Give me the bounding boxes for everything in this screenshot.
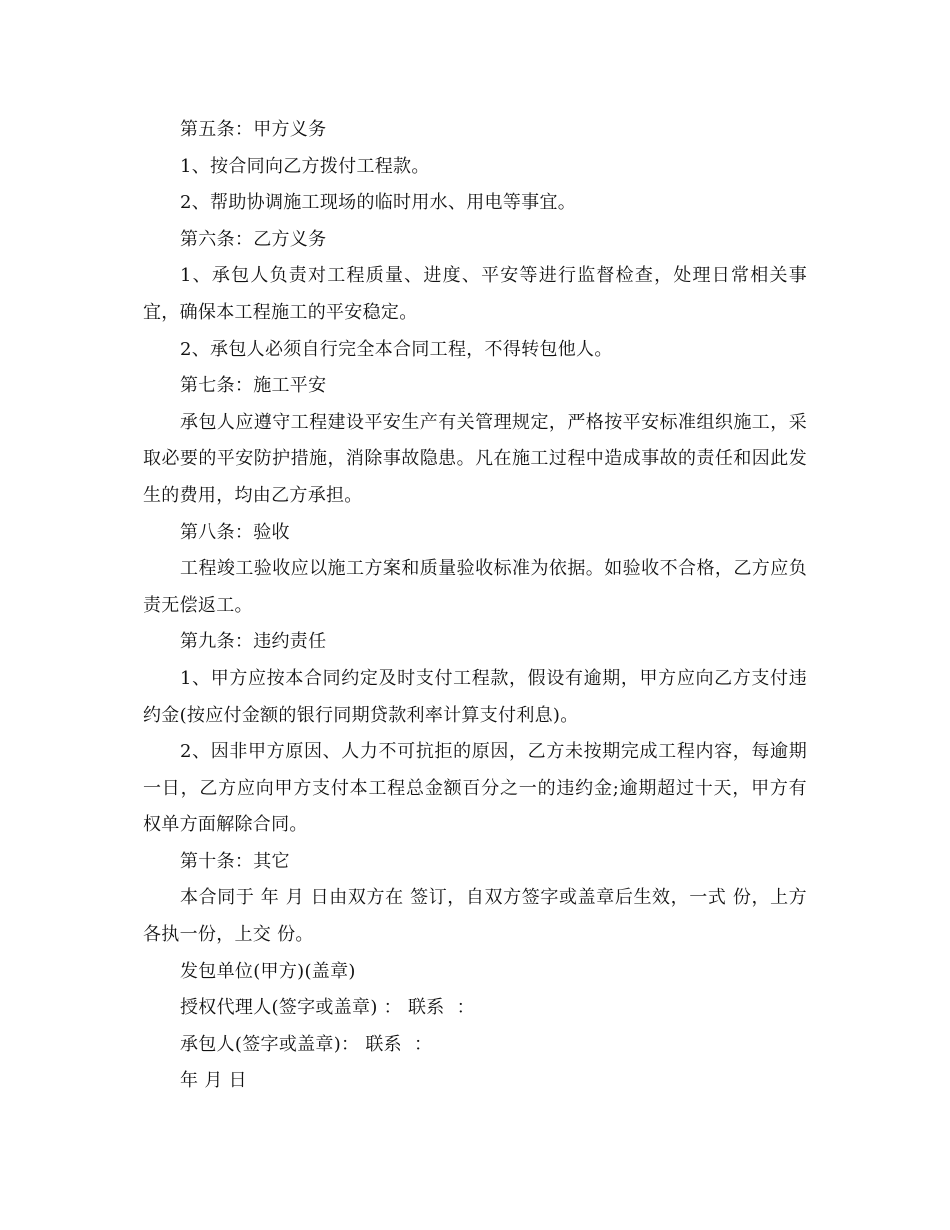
document-body	[143, 112, 807, 1100]
clause-6-2: 2、承包人必须自行完全本合同工程，不得转包他人。	[180, 338, 613, 360]
section-heading-6: 第六条：乙方义务	[180, 228, 327, 250]
clause-9-1: 1、甲方应按本合同约定及时支付工程款，假设有逾期，甲方应向乙方支付违约金(按应付金额的银行同期贷款利率计算支付利息)。	[143, 667, 807, 726]
signature-date: 年 月 日	[180, 1070, 247, 1092]
clause-5-1: 1、按合同向乙方拨付工程款。	[180, 155, 430, 177]
signature-employer: 发包单位(甲方)(盖章)	[180, 960, 356, 982]
section-heading-10: 第十条：其它	[180, 850, 290, 872]
clause-9-2: 2、因非甲方原因、人力不可抗拒的原因，乙方未按期完成工程内容，每逾期一日，乙方应向甲方支付本工程总金额百分之一的违约金;逾期超过十天，甲方有权单方面解除合同。	[143, 741, 807, 836]
signature-agent: 授权代理人(签字或盖章) ： 联系 ：	[180, 997, 475, 1019]
signature-contractor: 承包人(签字或盖章)： 联系 ：	[180, 1033, 433, 1055]
clause-8-body: 工程竣工验收应以施工方案和质量验收标准为依据。如验收不合格，乙方应负责无偿返工。	[143, 558, 807, 616]
section-heading-9: 第九条：违约责任	[180, 631, 327, 653]
clause-5-2: 2、帮助协调施工现场的临时用水、用电等事宜。	[180, 192, 577, 214]
clause-10-body: 本合同于 年 月 日由双方在 签订，自双方签字或盖章后生效，一式 份，上方各执一份，上交 份。	[143, 887, 807, 946]
section-heading-5: 第五条：甲方义务	[180, 119, 327, 140]
clause-7-body: 承包人应遵守工程建设平安生产有关管理规定，严格按平安标准组织施工，采取必要的平安防护措施，消除事故隐患。凡在施工过程中造成事故的责任和因此发生的费用，均由乙方承担。	[143, 411, 807, 506]
section-heading-8: 第八条：验收	[180, 521, 290, 543]
section-heading-7: 第七条：施工平安	[180, 375, 327, 397]
clause-6-1: 1、承包人负责对工程质量、进度、平安等进行监督检查，处理日常相关事宜，确保本工程施工的平安稳定。	[143, 265, 807, 323]
